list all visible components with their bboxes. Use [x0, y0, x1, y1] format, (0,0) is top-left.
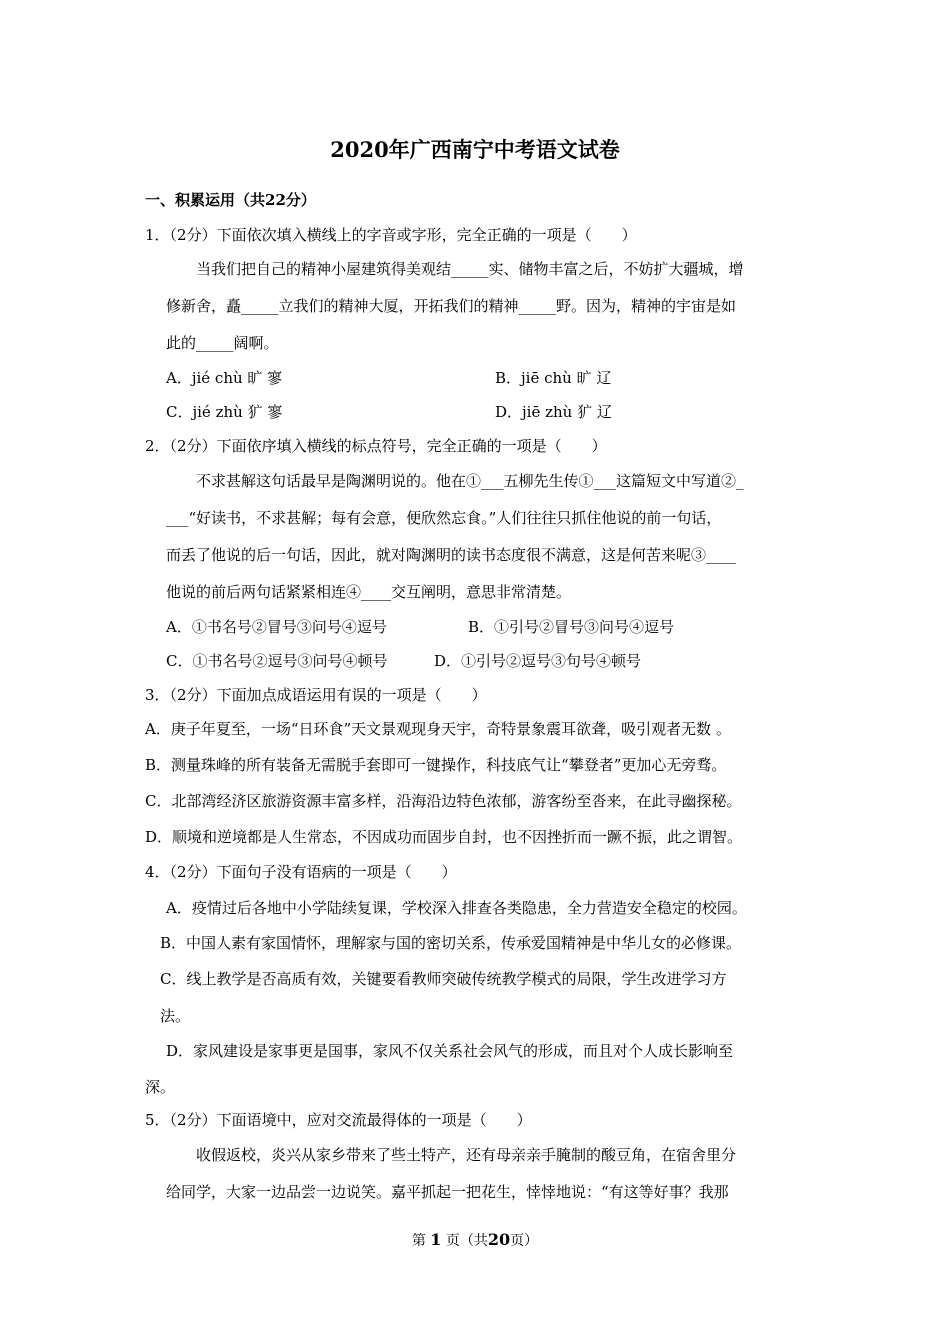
question-4-option-a: A．疫情过后各地中小学陆续复课，学校深入排查各类隐患，全力营造安全稳定的校园。: [166, 899, 747, 917]
question-2-stem: 2．（2分）下面依序填入横线的标点符号，完全正确的一项是（ ）: [145, 437, 607, 455]
question-3-option-d: D．顺境和逆境都是人生常态，不因成功而固步自封，也不因挫折而一蹶不振，此之谓智。: [145, 828, 743, 846]
page-title: 2020年广西南宁中考语文试卷: [330, 137, 620, 162]
question-2-passage-line: ___“好读书，不求甚解；每有会意，便欣然忘食。”人们往往只抓住他说的前一句话，: [166, 509, 722, 527]
question-4-option-b: B．中国人素有家国情怀，理解家与国的密切关系，传承爱国精神是中华儿女的必修课。: [160, 934, 742, 952]
question-4-option-c: C．线上教学是否高质有效，关键要看教师突破传统教学模式的局限，学生改进学习方: [160, 970, 727, 988]
question-5-stem: 5．（2分）下面语境中，应对交流最得体的一项是（ ）: [145, 1111, 532, 1129]
question-3-option-c: C．北部湾经济区旅游资源丰富多样，沿海沿边特色浓郁，游客纷至沓来，在此寻幽探秘。: [145, 792, 742, 810]
question-4-option-d: D．家风建设是家事更是国事，家风不仅关系社会风气的形成，而且对个人成长影响至: [166, 1042, 734, 1060]
section-heading: 一、积累运用（共22分）: [145, 191, 316, 209]
question-2-option-c: C．①书名号②逗号③问号④顿号: [166, 652, 388, 670]
question-3-stem: 3．（2分）下面加点成语运用有误的一项是（ ）: [145, 686, 487, 704]
total-page-count: 20: [487, 1230, 511, 1249]
question-2-passage-line: 而丢了他说的后一句话，因此，就对陶渊明的读书态度很不满意，这是何苦来呢③____: [166, 546, 737, 564]
question-4-option-c-cont: 法。: [160, 1007, 191, 1025]
question-5-passage-line: 收假返校，炎兴从家乡带来了些土特产，还有母亲亲手腌制的酸豆角，在宿舍里分: [196, 1146, 737, 1164]
question-1-stem: 1．（2分）下面依次填入横线上的字音或字形，完全正确的一项是（ ）: [145, 226, 637, 244]
page-footer: [0, 1230, 950, 1251]
question-1-passage-line: 当我们把自己的精神小屋建筑得美观结_____实、储物丰富之后，不妨扩大疆城，增: [196, 260, 744, 278]
question-2-passage-line: 他说的前后两句话紧紧相连④____交互阐明，意思非常清楚。: [166, 583, 572, 601]
question-1-passage-line: 此的_____阔啊。: [166, 334, 279, 352]
footer-middle: 页（共: [445, 1233, 488, 1249]
question-2-passage-line: 不求甚解这句话最早是陶渊明说的。他在①___五柳先生传①___这篇短文中写道②_: [196, 472, 744, 490]
question-2-option-d: D．①引号②逗号③句号④顿号: [434, 652, 642, 670]
question-2-option-a: A．①书名号②冒号③问号④逗号: [166, 618, 387, 636]
question-1-option-b: B．jiē chù 旷 辽: [495, 369, 612, 387]
question-1-option-d: D．jiē zhù 犷 辽: [495, 403, 612, 421]
question-4-option-d-cont: 深。: [145, 1078, 176, 1096]
footer-prefix: 第: [411, 1233, 426, 1249]
current-page-number: 1: [430, 1230, 442, 1249]
question-1-option-a: A．jié chù 旷 寥: [166, 369, 283, 387]
footer-suffix: 页）: [510, 1233, 539, 1249]
question-3-option-b: B．测量珠峰的所有装备无需脱手套即可一键操作，科技底气让“攀登者”更加心无旁骛。: [145, 756, 727, 774]
question-5-passage-line: 给同学，大家一边品尝一边说笑。嘉平抓起一把花生，悻悻地说：“有这等好事？我那: [166, 1183, 729, 1201]
question-3-option-a: A．庚子年夏至，一场“日环食”天文景观现身天宇，奇特景象震耳欲聋，吸引观者无数 。: [145, 720, 731, 738]
question-1-passage-line: 修新舍，矗_____立我们的精神大厦，开拓我们的精神_____野。因为，精神的宇宙是如: [166, 297, 737, 315]
question-2-option-b: B．①引号②冒号③问号④逗号: [468, 618, 675, 636]
question-1-option-c: C．jié zhù 犷 寥: [166, 403, 283, 421]
question-4-stem: 4．（2分）下面句子没有语病的一项是（ ）: [145, 863, 457, 881]
